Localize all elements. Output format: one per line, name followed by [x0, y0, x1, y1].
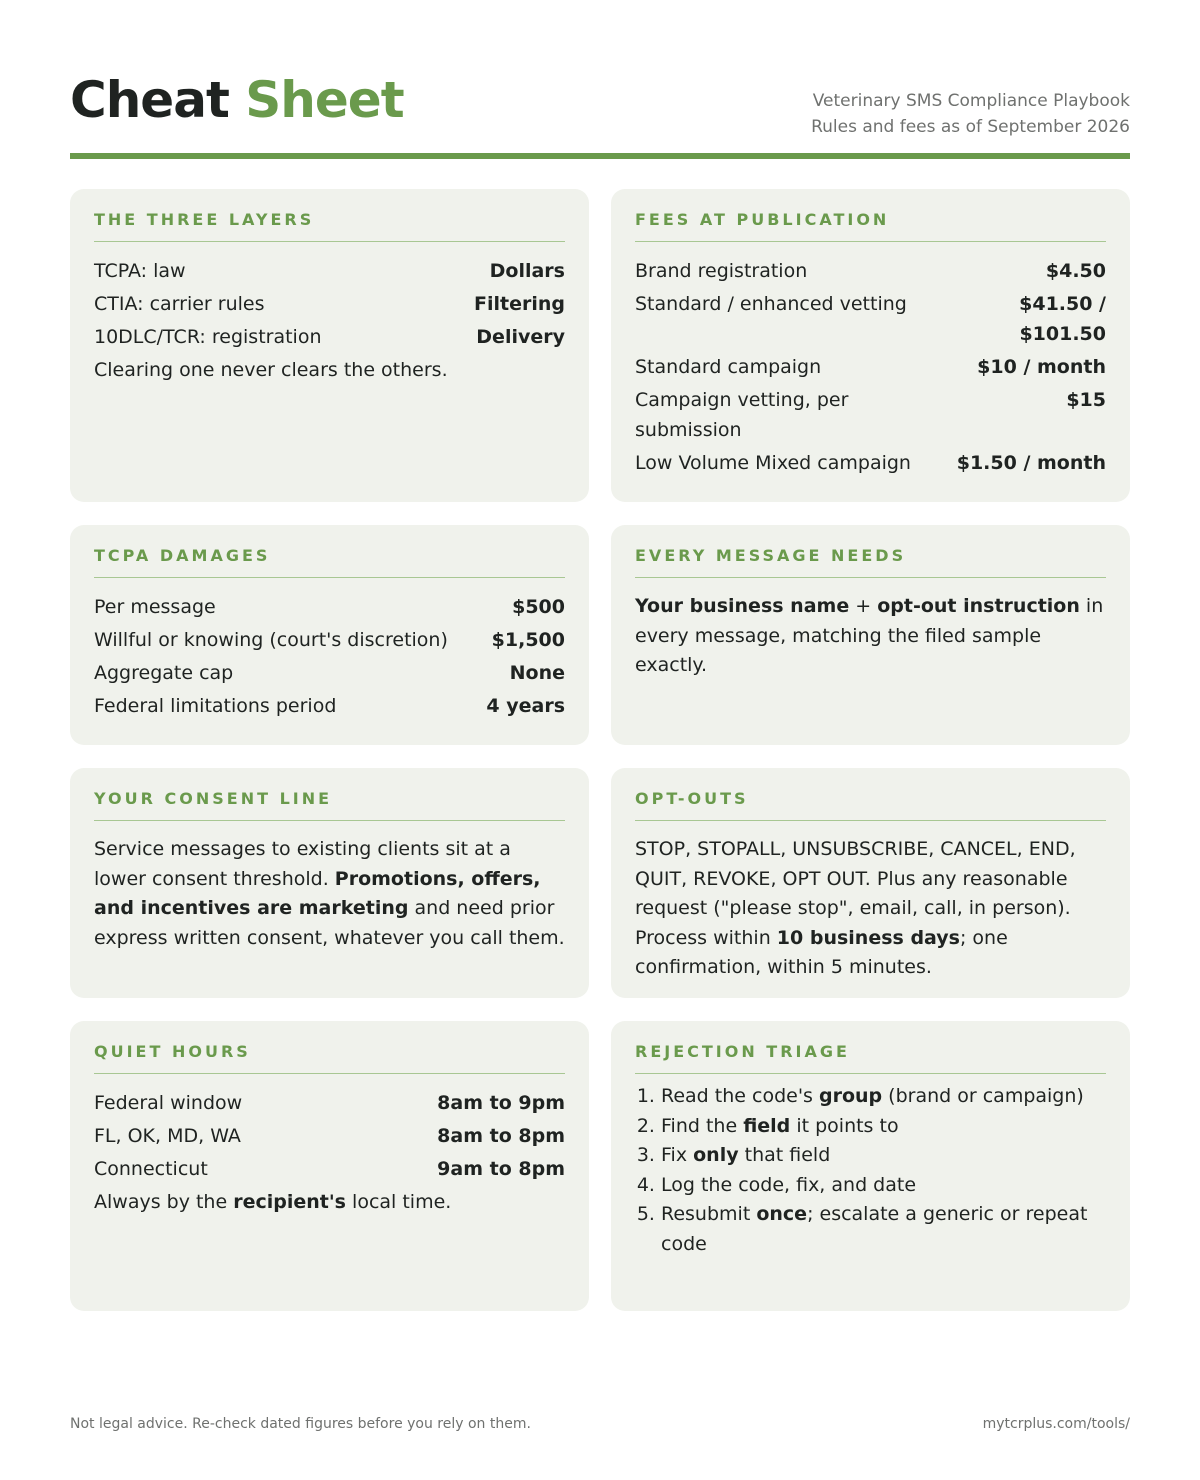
- table-row: [635, 289, 1106, 349]
- card-title: YOUR CONSENT LINE: [94, 788, 565, 821]
- row-value: $15: [1066, 389, 1106, 411]
- row-value: $1.50 / month: [956, 452, 1106, 474]
- body-text: and need prior express written consent, whatever you call them.: [94, 897, 565, 949]
- card-note: Clearing one never clears the others.: [94, 359, 448, 381]
- row-value: $1,500: [491, 629, 565, 651]
- body-text: ; one confirmation, within 5 minutes.: [635, 926, 1008, 978]
- bold-text: recipient's: [233, 1191, 346, 1213]
- row-value: $10 / month: [977, 356, 1106, 378]
- row-label: CTIA: carrier rules: [94, 293, 265, 315]
- bold-text: 10 business days: [776, 926, 960, 949]
- row-value: Dollars: [489, 260, 565, 282]
- body-text: Service messages to existing clients sit at a lower consent threshold.: [94, 838, 511, 890]
- row-value: $4.50: [1045, 260, 1106, 282]
- body-text: STOP, STOPALL, UNSUBSCRIBE, CANCEL, END, QUIT, REVOKE, OPT OUT. Plus any reasonable request ("please stop", email, call, in person). Process within: [635, 838, 1076, 949]
- row-label: Per message: [94, 596, 216, 618]
- card-title: FEES AT PUBLICATION: [635, 209, 1106, 242]
- row-label: TCPA: law: [94, 260, 186, 282]
- card-tcpa-damages: [70, 525, 589, 745]
- table-row: [635, 256, 1106, 286]
- table-row: [94, 1121, 565, 1151]
- step-bold: once: [756, 1203, 808, 1225]
- row-value: 8am to 9pm: [437, 1092, 565, 1114]
- page-title: [70, 70, 404, 130]
- page-subtitle: [811, 88, 1130, 140]
- step-text: (brand or campaign): [882, 1085, 1084, 1107]
- card-note: [94, 1187, 565, 1217]
- step-text: ; escalate a generic or repeat code: [661, 1203, 1088, 1255]
- card-paragraph: [635, 835, 1106, 983]
- card-quiet-hours: [70, 1021, 589, 1311]
- step-text: Read the code's: [661, 1085, 819, 1107]
- row-label: 10DLC/TCR: registration: [94, 326, 322, 348]
- table-row: [94, 322, 565, 352]
- table-row: [635, 352, 1106, 382]
- bold-text: Promotions, offers, and incentives are marketing: [94, 867, 541, 919]
- step-text: that field: [738, 1144, 831, 1166]
- footer-url-link[interactable]: mytcrplus.com/tools/: [982, 1416, 1130, 1432]
- table-row: [635, 448, 1106, 478]
- table-row: [94, 256, 565, 286]
- header-divider: [70, 153, 1130, 159]
- card-rejection-triage: [611, 1021, 1130, 1311]
- list-item: [661, 1171, 1106, 1201]
- row-value: Filtering: [474, 293, 565, 315]
- card-title: THE THREE LAYERS: [94, 209, 565, 242]
- table-row: [94, 1154, 565, 1184]
- card-title: REJECTION TRIAGE: [635, 1041, 1106, 1074]
- row-label: Standard / enhanced vetting: [635, 293, 907, 315]
- row-label: Connecticut: [94, 1158, 208, 1180]
- step-bold: only: [693, 1144, 739, 1166]
- step-bold: group: [818, 1085, 883, 1107]
- row-value: $500: [512, 596, 565, 618]
- row-value: 8am to 8pm: [437, 1125, 565, 1147]
- plus-text: +: [849, 595, 878, 617]
- footer-disclaimer: Not legal advice. Re-check dated figures before you rely on them.: [70, 1416, 531, 1432]
- row-label: Willful or knowing (court's discretion): [94, 629, 448, 651]
- table-row: [94, 1088, 565, 1118]
- row-label: Campaign vetting, per submission: [635, 389, 849, 441]
- row-label: Aggregate cap: [94, 662, 234, 684]
- row-value: $41.50 / $101.50: [1019, 293, 1106, 345]
- table-row: [635, 385, 1106, 445]
- row-label: Federal window: [94, 1092, 243, 1114]
- card-fees: [611, 189, 1130, 502]
- body-text: Always by the: [94, 1191, 234, 1213]
- row-value: 4 years: [486, 695, 565, 717]
- table-row: [94, 289, 565, 319]
- body-text: local time.: [346, 1191, 452, 1213]
- step-text: Log the code, fix, and date: [661, 1173, 917, 1196]
- card-title: OPT-OUTS: [635, 788, 1106, 821]
- step-text: Fix: [661, 1144, 694, 1166]
- bold-text: Your business name: [635, 595, 850, 617]
- list-item: [661, 1200, 1106, 1259]
- step-text: Find the: [661, 1114, 744, 1137]
- step-text: it points to: [790, 1114, 899, 1137]
- list-item: [661, 1141, 1106, 1171]
- body-text: in every message, matching the filed sample exactly.: [635, 595, 1104, 676]
- table-row: [94, 625, 565, 655]
- card-title: TCPA DAMAGES: [94, 545, 565, 578]
- table-row: [94, 658, 565, 688]
- row-value: Delivery: [476, 326, 565, 348]
- card-title: QUIET HOURS: [94, 1041, 565, 1074]
- card-paragraph: [635, 592, 1106, 681]
- table-row: [94, 592, 565, 622]
- row-label: Brand registration: [635, 260, 808, 282]
- card-every-message-needs: [611, 525, 1130, 745]
- list-item: [661, 1082, 1106, 1112]
- triage-steps-list: [635, 1082, 1106, 1259]
- row-value: 9am to 8pm: [437, 1158, 565, 1180]
- card-title: EVERY MESSAGE NEEDS: [635, 545, 1106, 578]
- card-consent-line: [70, 768, 589, 998]
- row-label: FL, OK, MD, WA: [94, 1125, 241, 1147]
- title-word-sheet: Sheet: [245, 71, 404, 129]
- title-word-cheat: Cheat: [70, 71, 229, 129]
- list-item: [661, 1112, 1106, 1142]
- card-paragraph: [94, 835, 565, 953]
- page-header: [70, 70, 1130, 160]
- row-label: Low Volume Mixed campaign: [635, 452, 911, 474]
- table-row: [94, 691, 565, 721]
- step-text: Resubmit: [661, 1203, 757, 1225]
- subtitle-line-1: Veterinary SMS Compliance Playbook: [812, 91, 1130, 111]
- row-label: Standard campaign: [635, 356, 822, 378]
- subtitle-line-2: Rules and fees as of September 2026: [811, 117, 1130, 137]
- card-opt-outs: [611, 768, 1130, 998]
- row-value: None: [509, 662, 565, 684]
- card-three-layers: [70, 189, 589, 502]
- row-label: Federal limitations period: [94, 695, 337, 717]
- bold-text: opt-out instruction: [877, 595, 1080, 617]
- step-bold: field: [743, 1114, 791, 1137]
